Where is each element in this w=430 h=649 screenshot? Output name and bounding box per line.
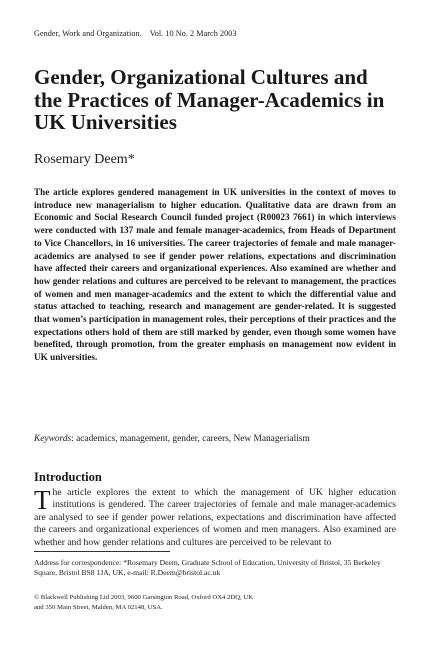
keywords-label: Keywords xyxy=(34,434,72,444)
introduction-paragraph xyxy=(34,487,396,549)
correspondence-footnote: Address for correspondence: *Rosemary Deem, Graduate School of Education, University of Bristol, 35 Berkeley Square, Bristol BS8 1JA, UK, e-mail: R.Deem@bristol.ac.uk xyxy=(34,558,381,578)
copyright-line-2: and 350 Main Street, Malden, MA 02148, USA. xyxy=(34,603,163,611)
footnote-divider xyxy=(34,551,170,552)
author-name: Rosemary Deem* xyxy=(34,152,135,167)
drop-cap: T xyxy=(34,485,51,515)
copyright-line-1: © Blackwell Publishing Ltd 2003, 9600 Garsington Road, Oxford OX4 2DQ, UK xyxy=(34,594,254,601)
article-page xyxy=(34,0,396,649)
abstract: The article explores gendered management in UK universities in the context of moves to introduce new managerialism to higher education. Qualitative data are drawn from an Economic and Social Research Council funded project (R00023 7661) in which interviews were conducted with 137 male and female manager-academics, from Heads of Department to Vice Chancellors, in 16 universities. The career trajectories of female and male manager-academics are analysed to see if gender power relations, expectations and discrimination have affected their careers and organizational experiences. Also examined are whether and how gender relations and cultures are perceived to be relevant to management, the practices of women and men manager-academics and the extent to which the differential value and status attached to teaching, research and management are gender-related. It is suggested that women’s participation in management roles, their perceptions of their practices and the expectations others hold of them are still marked by gender, even though some women have benefited, through promotion, from the greater emphasis on management now evident in UK universities. xyxy=(34,187,396,363)
keywords-list: : academics, management, gender, careers, New Managerialism xyxy=(71,434,310,444)
volume-info: Vol. 10 No. 2 March 2003 xyxy=(149,29,237,38)
introduction-text: he article explores the extent to which the management of UK higher education institutions is gendered. The career trajectories of female and male manager-academics are analysed to see if gender power relations, expectations and discrimination have affected the careers and organizational experiences of women and men managers. Also examined are whether and how gender relations and cultures are perceived to be relevant to xyxy=(34,487,396,548)
copyright-notice xyxy=(34,593,396,612)
running-header xyxy=(34,29,237,38)
keywords-line xyxy=(34,434,396,444)
article-title: Gender, Organizational Cultures and the Practices of Manager-Academics in UK Universities xyxy=(34,65,385,134)
section-heading-introduction: Introduction xyxy=(34,470,102,484)
journal-name: Gender, Work and Organization. xyxy=(34,29,142,38)
